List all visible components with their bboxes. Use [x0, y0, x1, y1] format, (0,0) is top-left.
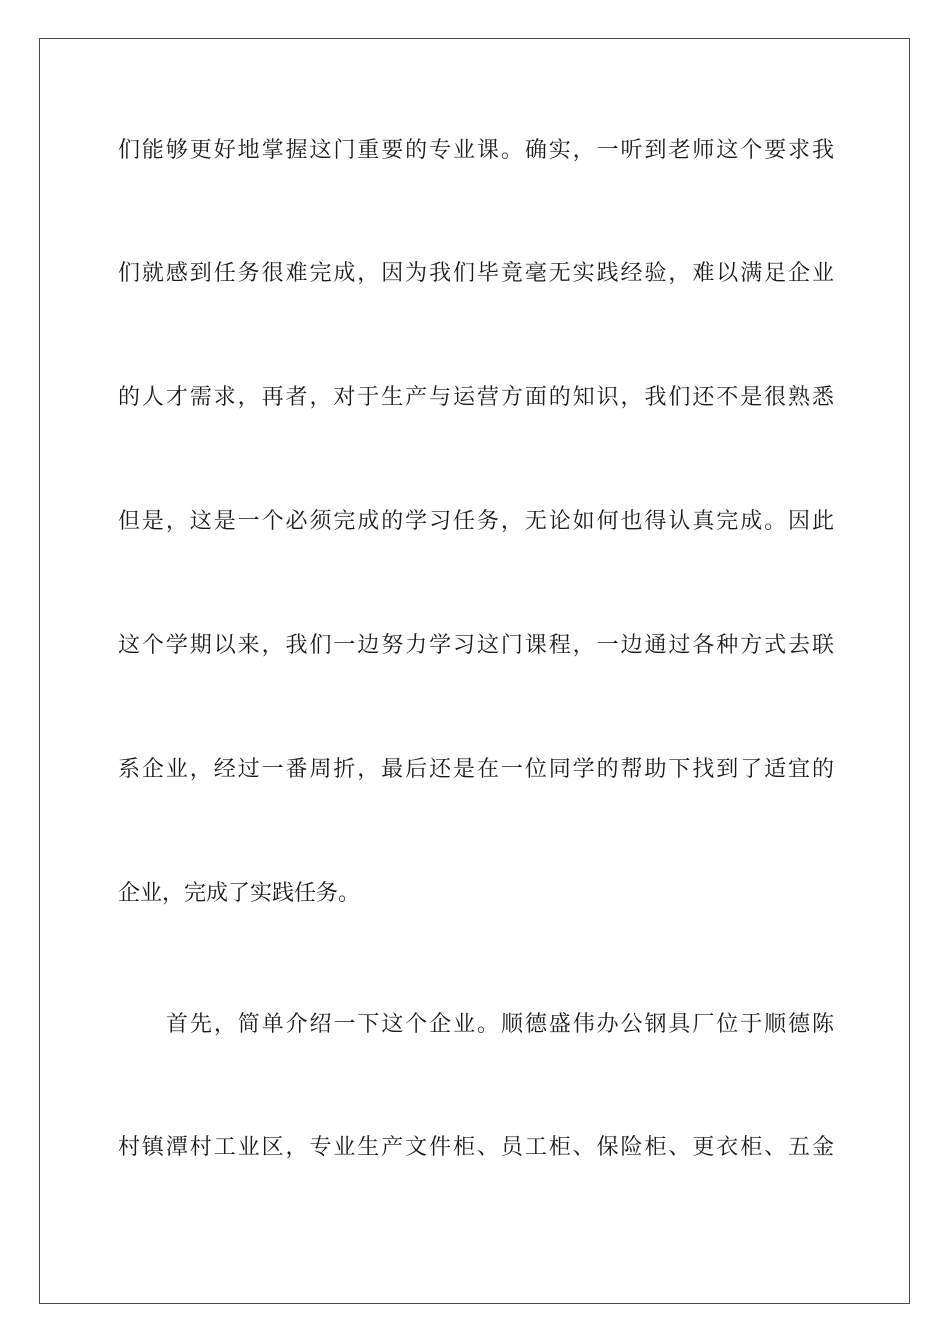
- text-line-9: 村镇潭村工业区，专业生产文件柜、员工柜、保险柜、更衣柜、五金: [118, 1135, 834, 1160]
- text-line-7: 企业，完成了实践任务。: [118, 881, 361, 906]
- page-border: [39, 38, 910, 1304]
- text-line-8: 首先，简单介绍一下这个企业。顺德盛伟办公钢具厂位于顺德陈: [166, 1012, 834, 1037]
- text-line-1: 们能够更好地掌握这门重要的专业课。确实，一听到老师这个要求我: [118, 138, 834, 163]
- text-line-2: 们就感到任务很难完成，因为我们毕竟毫无实践经验，难以满足企业: [118, 261, 834, 286]
- text-line-3: 的人才需求，再者，对于生产与运营方面的知识，我们还不是很熟悉: [118, 385, 834, 410]
- text-line-5: 这个学期以来，我们一边努力学习这门课程，一边通过各种方式去联: [118, 633, 834, 658]
- text-line-6: 系企业，经过一番周折，最后还是在一位同学的帮助下找到了适宜的: [118, 757, 834, 782]
- text-line-4: 但是，这是一个必须完成的学习任务，无论如何也得认真完成。因此: [118, 509, 834, 534]
